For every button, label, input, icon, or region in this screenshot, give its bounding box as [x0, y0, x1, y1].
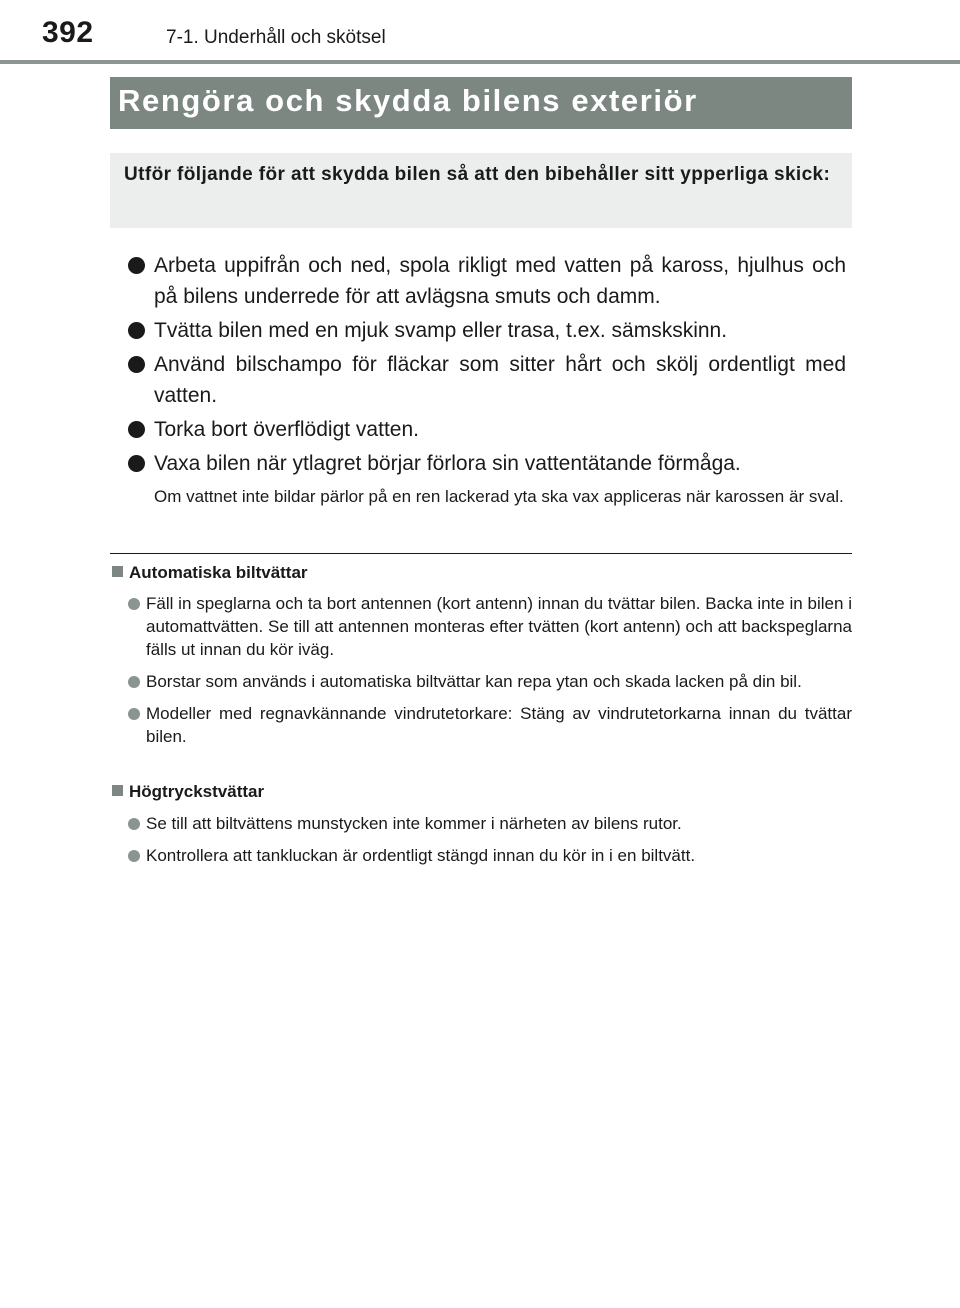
- chapter-title: 7-1. Underhåll och skötsel: [166, 27, 386, 48]
- bullet-icon: [128, 708, 140, 720]
- item-text: Modeller med regnavkännande vindrutetorkare: Stäng av vindrutetorkarna innan du tvättar bilen.: [146, 704, 852, 746]
- bullet-icon: [128, 257, 145, 274]
- list-item: [128, 812, 852, 835]
- page-number: 392: [42, 16, 94, 49]
- step-text: Tvätta bilen med en mjuk svamp eller trasa, t.ex. sämskskinn.: [154, 319, 728, 342]
- step-text: Vaxa bilen när ytlagret börjar förlora sin vattentätande förmåga.: [154, 452, 741, 475]
- item-text: Se till att biltvättens munstycken inte kommer i närheten av bilens rutor.: [146, 814, 682, 833]
- list-item: [126, 250, 846, 312]
- section-title-bar: [110, 77, 852, 129]
- section-heading-automatic-wash: [112, 563, 308, 583]
- page-title: Rengöra och skydda bilens exteriör: [118, 83, 698, 118]
- list-item: [128, 702, 852, 748]
- bullet-icon: [128, 676, 140, 688]
- bullet-icon: [128, 356, 145, 373]
- step-text: Använd bilschampo för fläckar som sitter hårt och skölj ordentligt med vatten.: [154, 353, 846, 407]
- item-text: Borstar som används i automatiska biltvättar kan repa ytan och skada lacken på din bil.: [146, 672, 802, 691]
- step-text: Torka bort överflödigt vatten.: [154, 418, 419, 441]
- bullet-icon: [128, 455, 145, 472]
- bullet-icon: [128, 421, 145, 438]
- pressure-wash-list: [128, 812, 852, 876]
- square-bullet-icon: [112, 566, 123, 577]
- page-header: [0, 0, 960, 64]
- intro-box: [110, 153, 852, 228]
- section-heading-text: Automatiska biltvättar: [129, 563, 308, 582]
- item-text: Fäll in speglarna och ta bort antennen (kort antenn) innan du tvättar bilen. Backa inte in bilen i automattvätten. Se till att antennen monteras efter tvätten (kort antenn) och att backspeglarna fälls ut innan du kör iväg.: [146, 594, 852, 659]
- list-item: [128, 670, 852, 693]
- bullet-icon: [128, 322, 145, 339]
- section-heading-text: Högtryckstvättar: [129, 782, 265, 801]
- bullet-icon: [128, 598, 140, 610]
- section-divider: [110, 553, 852, 554]
- list-item: [126, 414, 846, 445]
- list-item: [126, 448, 846, 479]
- wax-note: Om vattnet inte bildar pärlor på en ren lackerad yta ska vax appliceras när karossen är sval.: [154, 487, 844, 506]
- step-text: Arbeta uppifrån och ned, spola rikligt med vatten på kaross, hjulhus och på bilens underrede för att avlägsna smuts och damm.: [154, 254, 846, 308]
- header-divider: [0, 60, 960, 64]
- section-heading-pressure-wash: [112, 782, 264, 802]
- bullet-icon: [128, 850, 140, 862]
- list-item: [128, 844, 852, 867]
- item-text: Kontrollera att tankluckan är ordentligt stängd innan du kör in i en biltvätt.: [146, 846, 696, 865]
- square-bullet-icon: [112, 785, 123, 796]
- intro-text: Utför följande för att skydda bilen så att den bibehåller sitt ypperliga skick:: [124, 164, 831, 185]
- list-item: [126, 349, 846, 411]
- list-item: [126, 315, 846, 346]
- steps-list: [126, 250, 846, 482]
- automatic-wash-list: [128, 592, 852, 757]
- bullet-icon: [128, 818, 140, 830]
- list-item: [128, 592, 852, 661]
